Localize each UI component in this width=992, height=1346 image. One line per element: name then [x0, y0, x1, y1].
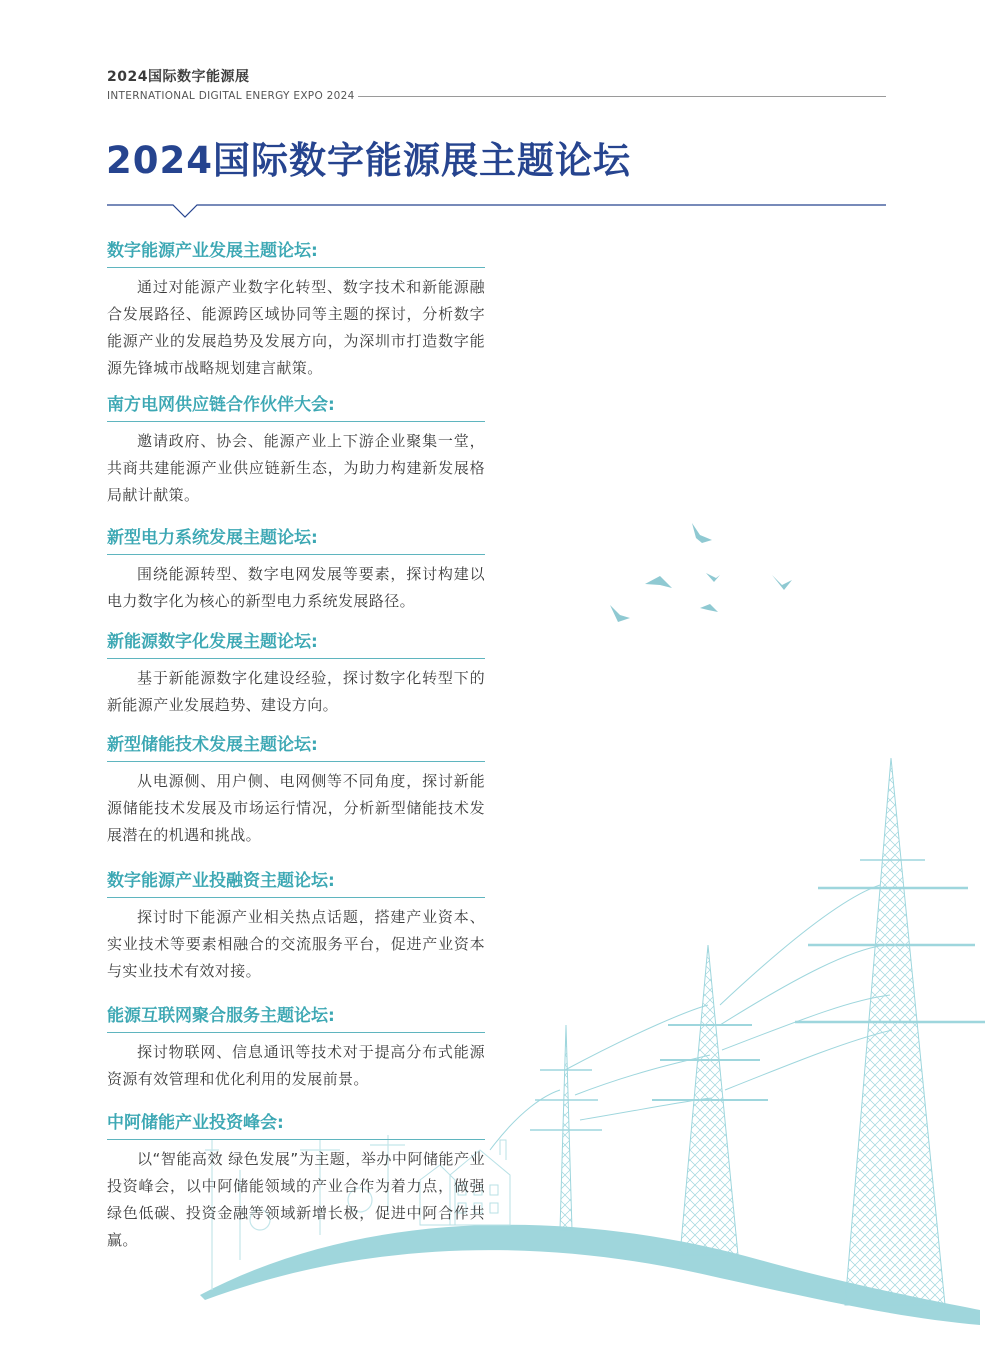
forum-section: [107, 524, 485, 615]
expo-name-en: INTERNATIONAL DIGITAL ENERGY EXPO 2024: [107, 90, 355, 102]
bird-icon: [610, 523, 792, 622]
forum-description: 以“智能高效 绿色发展”为主题，举办中阿储能产业投资峰会，以中阿储能领域的产业合作为着力点，做强绿色低碳、投资金融等领域新增长极，促进中阿合作共赢。: [107, 1150, 485, 1249]
forum-heading: 数字能源产业投融资主题论坛:: [107, 867, 485, 898]
title-divider: [107, 196, 887, 222]
page-title: 2024国际数字能源展主题论坛: [106, 139, 631, 182]
forum-section: [107, 1002, 485, 1093]
forum-description: 邀请政府、协会、能源产业上下游企业聚集一堂，共商共建能源产业供应链新生态，为助力构建新发展格局献计献策。: [107, 432, 485, 504]
forum-heading: 新型电力系统发展主题论坛:: [107, 524, 485, 555]
forum-section: [107, 731, 485, 849]
forum-description: 围绕能源转型、数字电网发展等要素，探讨构建以电力数字化为核心的新型电力系统发展路径。: [107, 565, 485, 610]
transmission-tower-icon: [795, 758, 985, 1305]
expo-name-cn: 2024国际数字能源展: [107, 69, 250, 85]
forum-description: 探讨物联网、信息通讯等技术对于提高分布式能源资源有效管理和优化利用的发展前景。: [107, 1043, 485, 1088]
header-divider: [358, 96, 886, 97]
forum-heading: 数字能源产业发展主题论坛:: [107, 237, 485, 268]
forum-description: 通过对能源产业数字化转型、数字技术和新能源融合发展路径、能源跨区域协同等主题的探讨，分析数字能源产业的发展趋势及发展方向，为深圳市打造数字能源先锋城市战略规划建言献策。: [107, 278, 485, 377]
forum-section: [107, 867, 485, 985]
forum-heading: 能源互联网聚合服务主题论坛:: [107, 1002, 485, 1033]
forum-description: 基于新能源数字化建设经验，探讨数字化转型下的新能源产业发展趋势、建设方向。: [107, 669, 485, 714]
forum-heading: 新型储能技术发展主题论坛:: [107, 731, 485, 762]
forum-section: [107, 237, 485, 382]
forum-section: [107, 1109, 485, 1254]
forum-description: 探讨时下能源产业相关热点话题，搭建产业资本、实业技术等要素相融合的交流服务平台，促进产业资本与实业技术有效对接。: [107, 908, 485, 980]
forum-section: [107, 628, 485, 719]
transmission-tower-icon: [652, 945, 768, 1255]
forum-heading: 中阿储能产业投资峰会:: [107, 1109, 485, 1140]
forum-heading: 南方电网供应链合作伙伴大会:: [107, 391, 485, 422]
forum-section: [107, 391, 485, 509]
forum-description: 从电源侧、用户侧、电网侧等不同角度，探讨新能源储能技术发展及市场运行情况，分析新型储能技术发展潜在的机遇和挑战。: [107, 772, 485, 844]
forum-heading: 新能源数字化发展主题论坛:: [107, 628, 485, 659]
